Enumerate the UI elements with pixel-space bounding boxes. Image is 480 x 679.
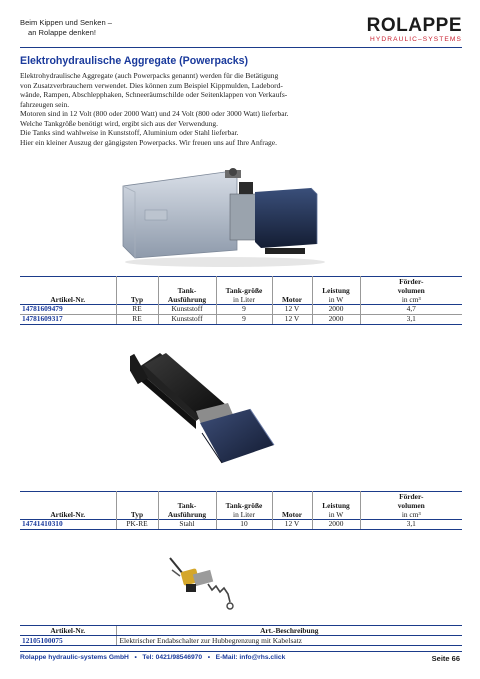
intro-line: Hier ein kleiner Auszug der gängigsten Powerpacks. Wir freuen uns auf Ihre Anfrage.	[20, 137, 277, 147]
powerpack-table-2	[20, 491, 462, 530]
table-header-row	[20, 277, 462, 305]
col-foerder	[360, 277, 462, 305]
intro-line: fahrzeugen sein.	[20, 99, 70, 109]
intro-line: Elektrohydraulische Aggregate (auch Powerpacks genannt) werden für die Betätigung	[20, 71, 279, 80]
col-foerder-line2: volumen	[397, 286, 425, 295]
foerder-cell: 4,7	[360, 305, 462, 315]
col-foerder-line2: volumen	[397, 501, 425, 510]
slogan-line-2: an Rolappe denken!	[28, 28, 96, 37]
col-tank-line1: Tank-	[177, 286, 197, 295]
logo-name: ROLAPPE	[366, 15, 462, 36]
table-row	[20, 314, 462, 324]
leistung-cell: 2000	[312, 305, 360, 315]
accessory-table	[20, 625, 462, 646]
col-artikel: Artikel-Nr.	[20, 626, 116, 636]
tank-cell: Kunststoff	[158, 314, 216, 324]
col-motor: Motor	[272, 492, 312, 520]
powerpack-plastic-tank-image	[105, 158, 335, 268]
col-groesse-label: Tank-größe	[225, 286, 263, 295]
typ-cell: PK-RE	[116, 520, 158, 530]
intro-line: von Zusatzverbrauchern verwendet. Dies können zum Beispiel Kippmulden, Ladebord-	[20, 80, 283, 90]
intro-line: Die Tanks sind wahlweise in Kunststoff, Aluminium oder Stahl lieferbar.	[20, 128, 239, 137]
header-divider	[20, 47, 462, 48]
table-row	[20, 520, 462, 530]
col-leistung-label: Leistung	[322, 286, 350, 295]
table-header-row	[20, 492, 462, 520]
col-leistung	[312, 277, 360, 305]
logo-subtitle: HYDRAULIC–SYSTEMS	[370, 36, 462, 43]
col-tank-line2: Ausführung	[167, 510, 207, 519]
powerpack-steel-tank-image	[130, 345, 280, 470]
col-groesse-unit: in Liter	[233, 295, 255, 304]
foerder-cell: 3,1	[360, 520, 462, 530]
col-artikel: Artikel-Nr.	[50, 510, 86, 519]
col-artikel: Artikel-Nr.	[50, 295, 86, 304]
header-slogan	[20, 18, 112, 38]
limit-switch-image	[166, 550, 236, 615]
col-foerder-line1: Förder-	[399, 277, 424, 286]
page-title: Elektrohydraulische Aggregate (Powerpacks)	[20, 55, 249, 67]
col-foerder-unit: in cm³	[401, 510, 421, 519]
col-tank-line2: Ausführung	[167, 295, 207, 304]
motor-cell: 12 V	[272, 314, 312, 324]
leistung-cell: 2000	[312, 520, 360, 530]
foerder-cell: 3,1	[360, 314, 462, 324]
col-foerder-unit: in cm³	[401, 295, 421, 304]
col-typ: Typ	[116, 492, 158, 520]
col-groesse-unit: in Liter	[233, 510, 255, 519]
col-groesse-label: Tank-größe	[225, 501, 263, 510]
artikel-number[interactable]: 14781609479	[20, 305, 116, 315]
slogan-line-1: Beim Kippen und Senken –	[20, 18, 113, 27]
tank-cell: Kunststoff	[158, 305, 216, 315]
table-row	[20, 305, 462, 315]
tank-cell: Stahl	[158, 520, 216, 530]
motor-cell: 12 V	[272, 305, 312, 315]
artikel-number[interactable]: 14741410310	[20, 520, 116, 530]
intro-line: wände, Rampen, Abschlepphaken, Schneeräumschilde oder Seitenklappen von Verkaufs-	[20, 90, 288, 99]
col-leistung-label: Leistung	[322, 501, 350, 510]
footer-divider	[20, 651, 462, 652]
col-leistung	[312, 492, 360, 520]
col-leistung-unit: in W	[328, 295, 344, 304]
typ-cell: RE	[116, 314, 158, 324]
powerpack-table-1	[20, 276, 462, 325]
artikel-number[interactable]: 12105100075	[20, 636, 116, 646]
col-motor: Motor	[272, 277, 312, 305]
groesse-cell: 9	[216, 314, 272, 324]
groesse-cell: 9	[216, 305, 272, 315]
col-typ: Typ	[116, 277, 158, 305]
groesse-cell: 10	[216, 520, 272, 530]
col-leistung-unit: in W	[328, 510, 344, 519]
col-tank-line1: Tank-	[177, 501, 197, 510]
intro-line: Motoren sind in 12 Volt (800 oder 2000 Watt) und 24 Volt (800 oder 3000 Watt) lieferbar.	[20, 109, 289, 118]
footer-contact: Rolappe hydraulic-systems GmbH • Tel: 0421/98546970 • E-Mail: info@rhs.click	[20, 654, 286, 661]
table-row	[20, 636, 462, 646]
col-groesse	[216, 277, 272, 305]
artikel-number[interactable]: 14781609317	[20, 314, 116, 324]
col-groesse	[216, 492, 272, 520]
col-tank	[158, 492, 216, 520]
company-logo	[367, 16, 462, 44]
intro-line: Welche Tankgröße benötigt wird, ergibt sich aus der Verwendung.	[20, 118, 218, 128]
col-beschreibung: Art.-Beschreibung	[116, 626, 462, 636]
col-foerder	[360, 492, 462, 520]
page-footer	[20, 654, 462, 661]
leistung-cell: 2000	[312, 314, 360, 324]
beschreibung-cell: Elektrischer Endabschalter zur Hubbegrenzung mit Kabelsatz	[116, 636, 462, 646]
col-foerder-line1: Förder-	[399, 492, 424, 501]
intro-text	[20, 71, 465, 147]
typ-cell: RE	[116, 305, 158, 315]
col-tank	[158, 277, 216, 305]
page-number: Seite 66	[431, 654, 460, 663]
motor-cell: 12 V	[272, 520, 312, 530]
table-header-row	[20, 626, 462, 636]
